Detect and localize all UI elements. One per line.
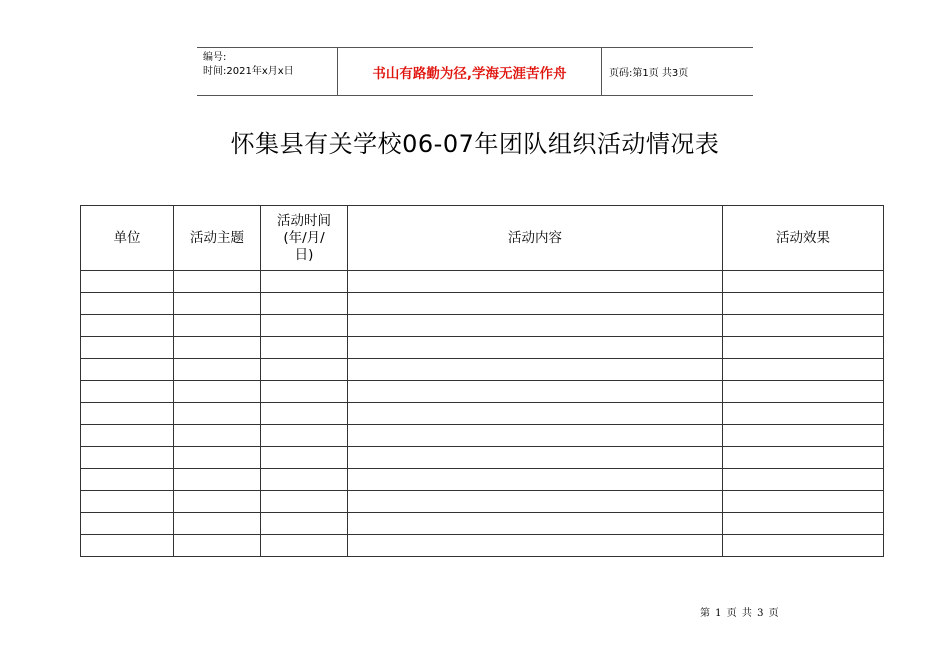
document-header xyxy=(197,47,753,96)
table-cell[interactable] xyxy=(81,293,174,315)
table-cell[interactable] xyxy=(348,491,723,513)
table-cell[interactable] xyxy=(81,403,174,425)
table-cell[interactable] xyxy=(81,315,174,337)
col-header-unit: 单位 xyxy=(81,206,174,271)
table-row xyxy=(81,491,884,513)
table-cell[interactable] xyxy=(174,293,261,315)
table-cell[interactable] xyxy=(723,425,884,447)
table-cell[interactable] xyxy=(261,447,348,469)
col-header-content: 活动内容 xyxy=(348,206,723,271)
table-row xyxy=(81,315,884,337)
table-cell[interactable] xyxy=(174,447,261,469)
page-footer: 第 1 页 共 3 页 xyxy=(700,608,780,619)
table-cell[interactable] xyxy=(174,337,261,359)
table-row xyxy=(81,403,884,425)
table-cell[interactable] xyxy=(261,337,348,359)
col-header-time-line: 活动时间 xyxy=(277,212,331,229)
table-cell[interactable] xyxy=(348,513,723,535)
table-cell[interactable] xyxy=(348,271,723,293)
table-cell[interactable] xyxy=(261,403,348,425)
table-cell[interactable] xyxy=(174,315,261,337)
table-row xyxy=(81,293,884,315)
table-cell[interactable] xyxy=(174,359,261,381)
table-cell[interactable] xyxy=(174,403,261,425)
table-cell[interactable] xyxy=(81,535,174,557)
table-cell[interactable] xyxy=(81,359,174,381)
table-cell[interactable] xyxy=(723,403,884,425)
table-cell[interactable] xyxy=(81,469,174,491)
activity-table xyxy=(80,205,884,557)
table-row xyxy=(81,535,884,557)
table-cell[interactable] xyxy=(174,469,261,491)
table-cell[interactable] xyxy=(174,381,261,403)
col-header-time-line: (年/月/ xyxy=(283,229,325,246)
page-title: 怀集县有关学校06-07年团队组织活动情况表 xyxy=(230,130,720,158)
table-cell[interactable] xyxy=(723,513,884,535)
number-label: 编号: xyxy=(203,52,227,63)
table-cell[interactable] xyxy=(261,315,348,337)
table-row xyxy=(81,425,884,447)
table-cell[interactable] xyxy=(723,469,884,491)
table-cell[interactable] xyxy=(261,491,348,513)
table-cell[interactable] xyxy=(81,381,174,403)
table-cell[interactable] xyxy=(723,315,884,337)
table-cell[interactable] xyxy=(348,469,723,491)
table-cell[interactable] xyxy=(348,315,723,337)
table-cell[interactable] xyxy=(261,381,348,403)
table-cell[interactable] xyxy=(348,337,723,359)
table-cell[interactable] xyxy=(261,469,348,491)
table-cell[interactable] xyxy=(348,403,723,425)
table-row xyxy=(81,513,884,535)
table-cell[interactable] xyxy=(348,425,723,447)
table-cell[interactable] xyxy=(261,513,348,535)
table-cell[interactable] xyxy=(174,535,261,557)
table-cell[interactable] xyxy=(723,337,884,359)
table-cell[interactable] xyxy=(261,271,348,293)
table-cell[interactable] xyxy=(81,513,174,535)
table-row xyxy=(81,447,884,469)
table-cell[interactable] xyxy=(174,491,261,513)
table-cell[interactable] xyxy=(723,447,884,469)
table-cell[interactable] xyxy=(261,293,348,315)
table-cell[interactable] xyxy=(81,271,174,293)
time-label: 时间:2021年x月x日 xyxy=(203,66,294,77)
table-cell[interactable] xyxy=(723,491,884,513)
table-cell[interactable] xyxy=(174,271,261,293)
table-row xyxy=(81,337,884,359)
table-cell[interactable] xyxy=(81,447,174,469)
table-cell[interactable] xyxy=(723,271,884,293)
table-cell[interactable] xyxy=(348,359,723,381)
table-cell[interactable] xyxy=(81,491,174,513)
table-cell[interactable] xyxy=(348,381,723,403)
header-meta xyxy=(197,48,338,95)
table-cell[interactable] xyxy=(723,293,884,315)
table-row xyxy=(81,469,884,491)
table-row xyxy=(81,271,884,293)
table-header-row xyxy=(81,206,884,271)
header-page-code: 页码:第1页 共3页 xyxy=(609,68,689,79)
table-cell[interactable] xyxy=(348,293,723,315)
table-cell[interactable] xyxy=(174,513,261,535)
table-cell[interactable] xyxy=(174,425,261,447)
table-cell[interactable] xyxy=(81,425,174,447)
table-cell[interactable] xyxy=(81,337,174,359)
table-cell[interactable] xyxy=(261,425,348,447)
table-cell[interactable] xyxy=(723,359,884,381)
table-cell[interactable] xyxy=(723,381,884,403)
col-header-time-line: 日) xyxy=(294,246,314,263)
table-cell[interactable] xyxy=(261,535,348,557)
table-cell[interactable] xyxy=(261,359,348,381)
col-header-theme: 活动主题 xyxy=(174,206,261,271)
table-cell[interactable] xyxy=(348,447,723,469)
table-cell[interactable] xyxy=(348,535,723,557)
table-row xyxy=(81,359,884,381)
header-motto: 书山有路勤为径,学海无涯苦作舟 xyxy=(338,48,602,95)
col-header-time xyxy=(261,206,348,271)
col-header-effect: 活动效果 xyxy=(723,206,884,271)
table-row xyxy=(81,381,884,403)
table-cell[interactable] xyxy=(723,535,884,557)
